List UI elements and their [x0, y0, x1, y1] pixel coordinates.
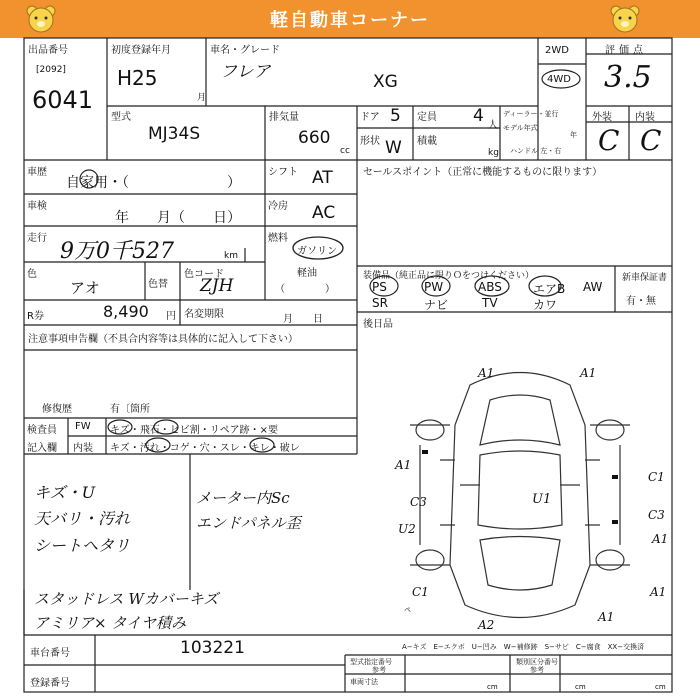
- interior-row-label: 内装: [73, 443, 93, 454]
- displacement-label: 排気量: [269, 112, 299, 123]
- chassis-number: 103221: [180, 638, 245, 658]
- equip-abs: ABS: [478, 280, 502, 294]
- page-title: 軽自動車コーナー: [270, 10, 430, 31]
- displacement: 660: [298, 128, 331, 148]
- recycle-unit: 円: [166, 311, 176, 322]
- lot-code: [2092]: [36, 65, 66, 75]
- first-registration-year: H25: [117, 66, 158, 90]
- class-ref-label: 参考: [530, 666, 544, 674]
- equip-aw: AW: [583, 280, 603, 294]
- note-left-line-3: シートヘタリ: [34, 536, 131, 555]
- car-name: フレア: [220, 62, 271, 82]
- model-type: MJ34S: [148, 124, 201, 144]
- equip-airbag: エアB: [533, 282, 566, 296]
- seats-label: 定員: [417, 112, 437, 123]
- note-left-line-1: キズ・U: [34, 483, 96, 502]
- inspector-label: 検査員: [27, 425, 57, 436]
- seats: 4: [473, 106, 484, 126]
- drive-4wd: 4WD: [547, 74, 571, 85]
- fuel-other: （ ）: [275, 284, 335, 295]
- damage-mark: C3: [648, 508, 665, 522]
- fuel-gasoline: ガソリン: [297, 246, 337, 257]
- seats-unit: 人: [488, 120, 498, 131]
- color: アオ: [70, 279, 100, 297]
- damage-mark: C1: [412, 585, 429, 599]
- class-number-label: 類別区分番号: [516, 658, 558, 666]
- damage-mark: C3: [410, 495, 427, 509]
- note-bottom-line-2: アミリア× タイヤ積み: [34, 614, 187, 632]
- equip-navi: ナビ: [424, 298, 449, 312]
- model-type-label: 型式: [111, 112, 131, 123]
- lot-number: 6041: [32, 86, 94, 114]
- doors: 5: [390, 106, 401, 126]
- entry-label: 記入欄: [27, 443, 57, 454]
- interior-score: C: [640, 124, 662, 157]
- repair-history-value: 有〔箇所: [110, 404, 150, 415]
- model-year-label: モデル年式: [503, 124, 538, 132]
- grade: XG: [373, 72, 398, 92]
- damage-mark: A1: [650, 585, 667, 599]
- dealer-label: ディーラー・並行: [503, 110, 559, 118]
- inspection-label: 車検: [27, 201, 47, 212]
- diagram-side-note: ペ: [404, 606, 411, 614]
- cm-unit: cm: [655, 683, 666, 691]
- equip-ps: PS: [372, 280, 387, 294]
- month-unit: 月: [197, 93, 207, 103]
- name-change-label: 名変期限: [184, 309, 224, 320]
- fw-value: キズ・飛石・ヒビ割・リペア跡・×要: [110, 425, 278, 436]
- cm-unit: cm: [487, 683, 498, 691]
- fw-label: FW: [75, 421, 91, 432]
- equipment-label: 装備品（純正品に限りＯをつけください）: [363, 271, 535, 281]
- mileage-label: 走行: [27, 233, 47, 244]
- note-right-line-2: エンドパネル歪: [196, 514, 301, 532]
- fuel-diesel: 軽油: [297, 268, 317, 279]
- recycle-label: R券: [27, 311, 44, 322]
- damage-mark: A1: [395, 458, 412, 472]
- cert-number-label: 型式指定番号: [350, 658, 392, 666]
- declaration-label: 注意事項申告欄（不具合内容等は具体的に記入して下さい）: [28, 334, 298, 345]
- color-label: 色: [27, 269, 37, 280]
- equip-leather: カワ: [533, 298, 558, 312]
- note-left-line-2: 天バリ・汚れ: [34, 509, 131, 528]
- damage-mark: A1: [598, 610, 615, 624]
- name-change-value: 月 日: [283, 314, 323, 325]
- damage-mark: U2: [398, 522, 416, 536]
- handle-label: ハンドル 左・右: [510, 147, 562, 155]
- new-warranty-value: 有・無: [626, 296, 656, 307]
- damage-mark: A2: [478, 618, 495, 632]
- inspection-value: 年 月（ 日）: [115, 210, 241, 226]
- fuel-circle: [290, 234, 352, 262]
- sales-point-label: セールスポイント（正常に機能するものに限ります）: [363, 167, 603, 178]
- shift-label: シフト: [268, 167, 298, 178]
- color-code-label: 色コード: [184, 269, 224, 280]
- shape: W: [385, 138, 402, 158]
- private-use-circle: [78, 168, 100, 190]
- score-label: 評価点: [605, 45, 647, 56]
- doors-label: ドア: [360, 112, 380, 123]
- new-warranty-label: 新車保証書: [622, 273, 668, 283]
- chassis-number-label: 車台番号: [30, 648, 70, 659]
- cm-unit: cm: [575, 683, 586, 691]
- fuel-label: 燃料: [268, 233, 288, 244]
- drive-2wd: 2WD: [545, 45, 569, 56]
- drive-4wd-circle: [540, 68, 582, 90]
- model-year-unit: 年: [570, 131, 577, 139]
- mileage-unit: km: [224, 251, 238, 261]
- history-label: 車歴: [27, 167, 47, 178]
- color-code: ZJH: [200, 276, 234, 296]
- first-registration-label: 初度登録年月: [111, 45, 171, 56]
- notes-circles: [106, 418, 356, 454]
- equip-pw: PW: [424, 280, 444, 294]
- load-unit: kg: [488, 148, 499, 158]
- shift: AT: [312, 168, 333, 188]
- mileage: 9万0千527: [60, 239, 174, 264]
- damage-legend: A−キズ E−エクボ U−凹み W−補修跡 S−サビ C−腐食 XX−交換済: [402, 643, 645, 651]
- damage-mark: A1: [652, 532, 669, 546]
- exterior-score: C: [598, 124, 620, 157]
- recycle-fee: 8,490: [103, 302, 149, 321]
- exterior-label: 外装: [592, 112, 612, 123]
- ac-label: 冷房: [268, 201, 288, 212]
- overall-score: 3.5: [604, 60, 652, 95]
- registration-number-label: 登録番号: [30, 678, 70, 689]
- lot-number-label: 出品番号: [28, 45, 68, 56]
- load-label: 積載: [417, 136, 437, 147]
- interior-label: 内装: [635, 112, 655, 123]
- history-value: 自家用・（ ）: [66, 175, 241, 191]
- damage-mark: A1: [580, 366, 597, 380]
- dimensions-label: 車両寸法: [350, 678, 378, 686]
- shape-label: 形状: [360, 136, 380, 147]
- cert-ref-label: 参考: [372, 666, 386, 674]
- ac: AC: [312, 203, 336, 223]
- car-name-label: 車名・グレード: [210, 45, 280, 56]
- repair-history-label: 修復歴: [42, 404, 72, 415]
- note-bottom-line-1: スタッドレス Wカバーキズ: [34, 590, 219, 608]
- damage-mark: C1: [648, 470, 665, 484]
- displacement-unit: cc: [340, 146, 350, 156]
- equip-tv: TV: [482, 296, 498, 310]
- rear-items-label: 後日品: [363, 319, 393, 330]
- damage-mark: A1: [478, 366, 495, 380]
- equipment-circles: [365, 274, 595, 298]
- note-right-line-1: メーター内Sc: [196, 489, 290, 507]
- damage-mark: U1: [532, 492, 552, 507]
- interior-row-value: キズ・汚れ・コゲ・穴・スレ・キレ・破レ: [110, 443, 300, 454]
- equip-sr: SR: [372, 296, 388, 310]
- color-no-label: 色替: [148, 279, 168, 290]
